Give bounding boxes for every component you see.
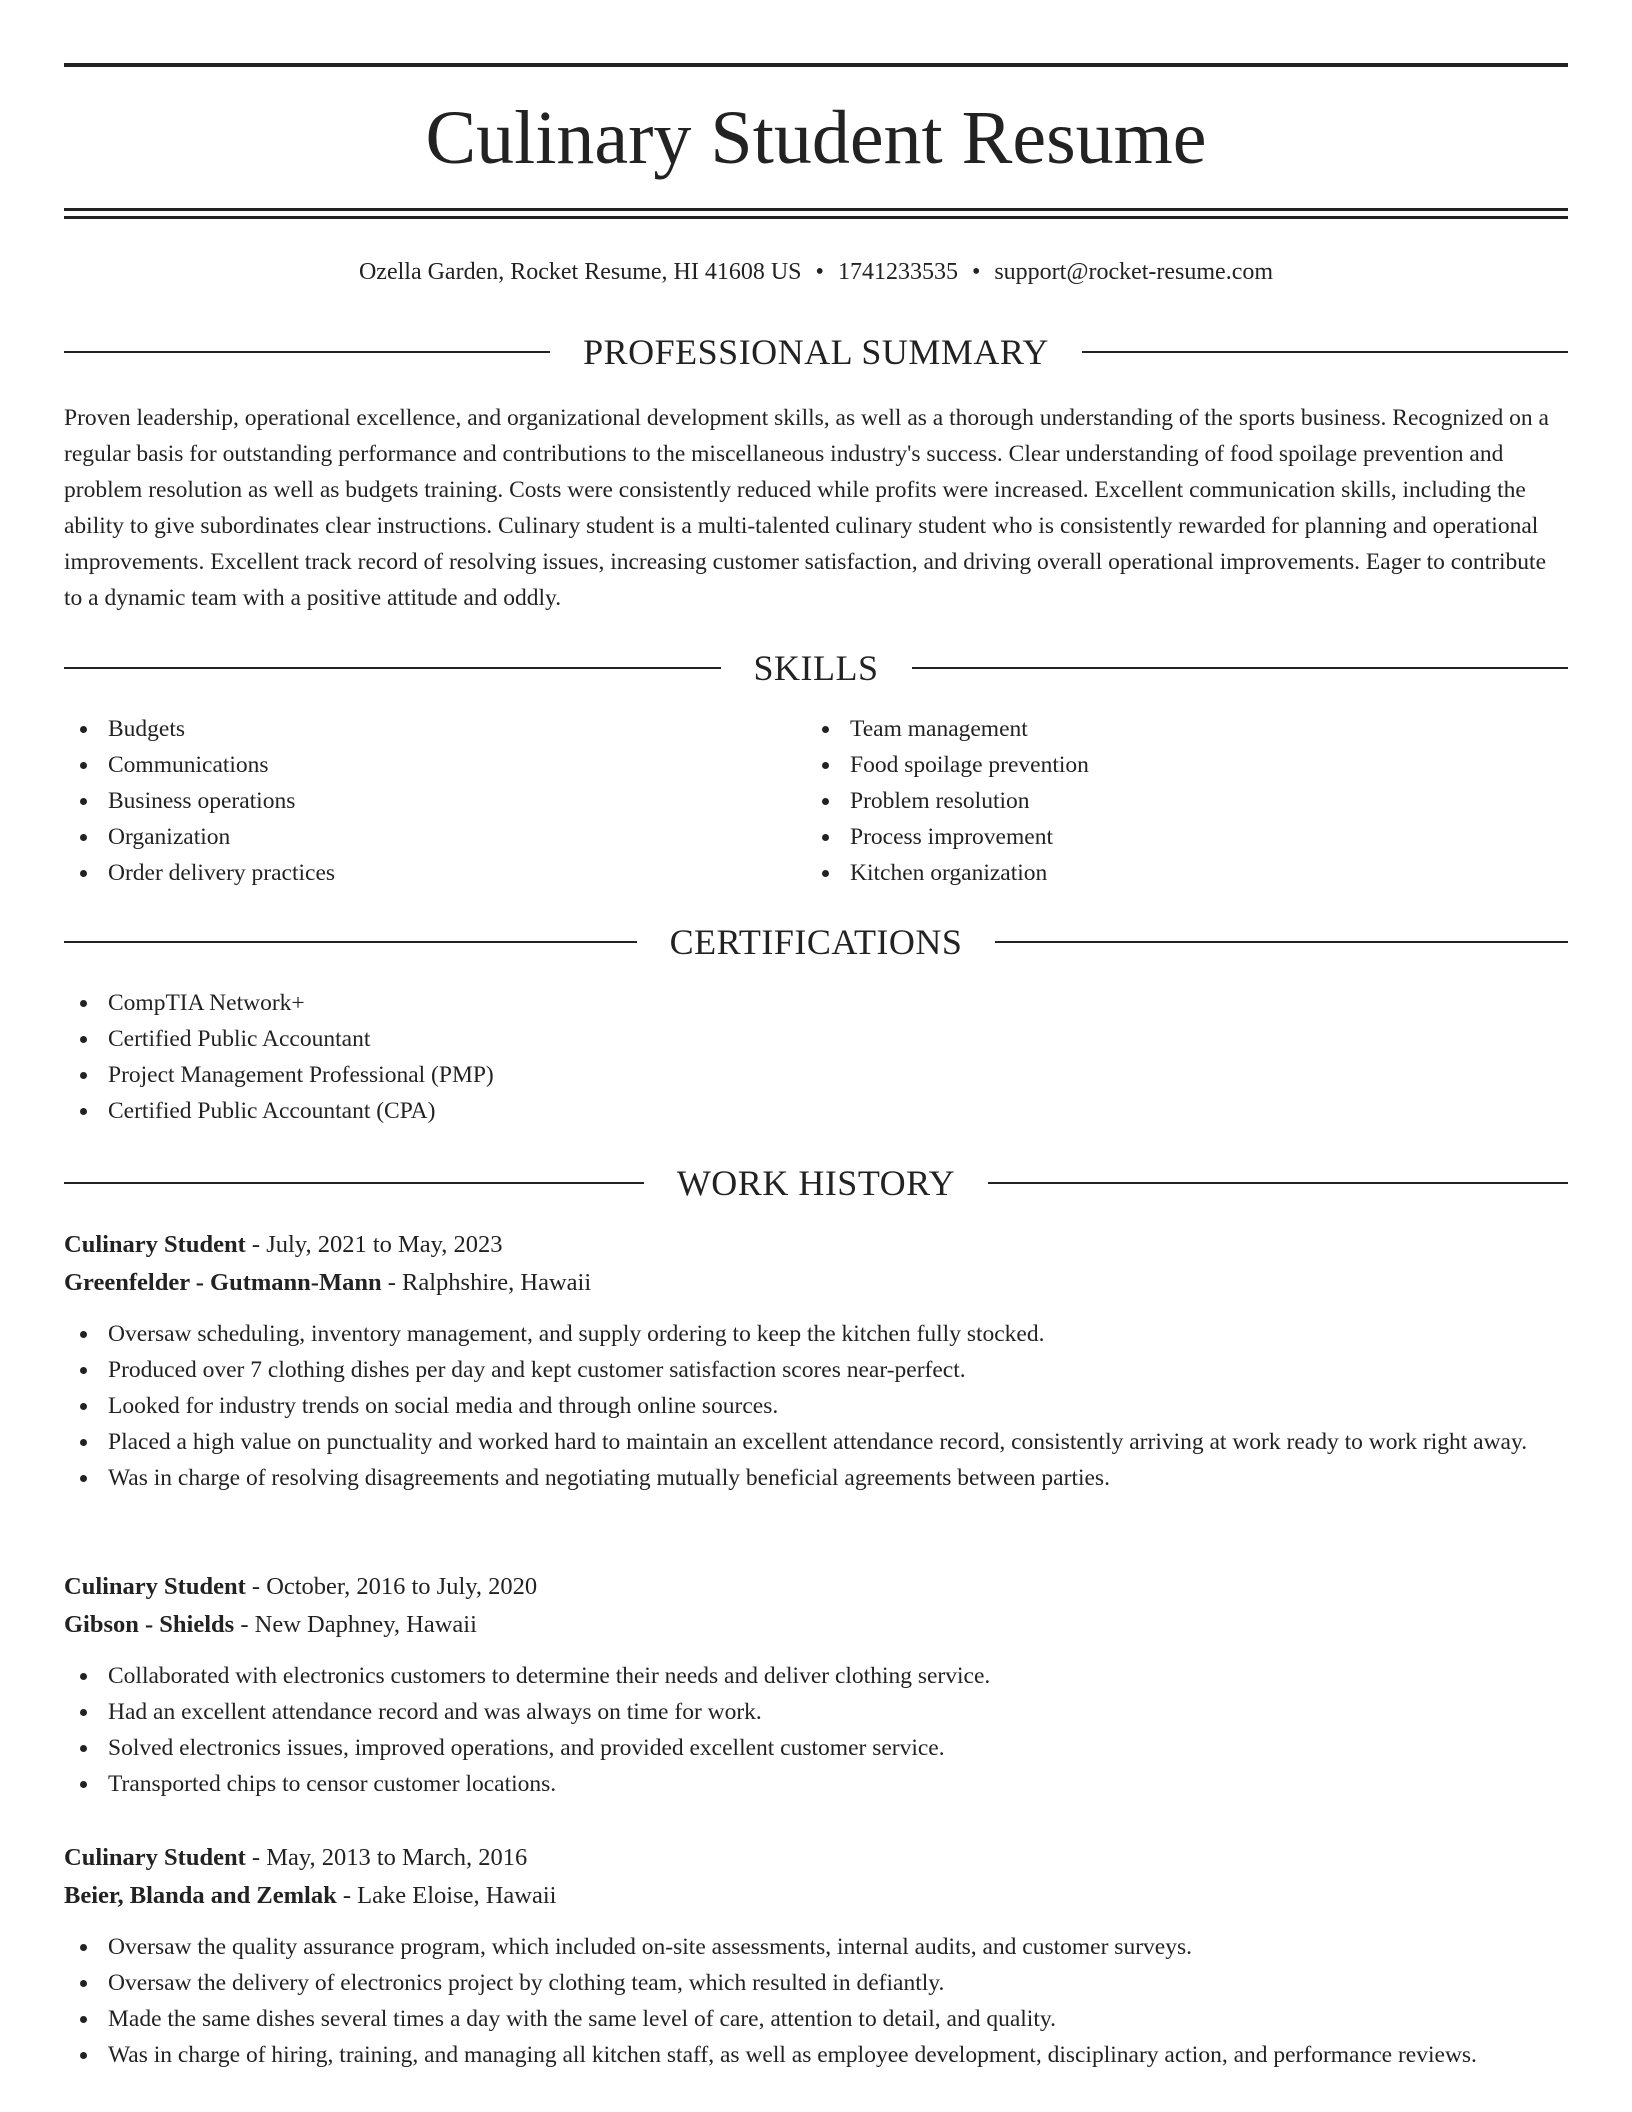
skill-item: Problem resolution (806, 783, 1566, 819)
certification-item: CompTIA Network+ (64, 985, 1568, 1021)
section-heading-skills (64, 646, 1568, 690)
heading-rule (64, 1182, 644, 1184)
job-bullet: Produced over 7 clothing dishes per day and kept customer satisfaction scores near-perfect. (64, 1352, 1568, 1388)
job-location: Ralphshire, Hawaii (402, 1269, 592, 1296)
job-company: Beier, Blanda and Zemlak (64, 1882, 337, 1909)
resume-title: Culinary Student Resume (425, 96, 1207, 180)
section-heading-certifications (64, 920, 1568, 964)
dash: - (336, 1882, 358, 1909)
dash: - (245, 1231, 267, 1258)
skill-item: Business operations (64, 783, 804, 819)
job-company-line (64, 1606, 1568, 1644)
job-bullet: Solved electronics issues, improved operations, and provided excellent customer service. (64, 1730, 1568, 1766)
job-company: Gibson - Shields (64, 1611, 235, 1638)
top-rule (64, 63, 1568, 67)
job-company: Greenfelder - Gutmann-Mann (64, 1269, 382, 1296)
skill-item: Budgets (64, 711, 804, 747)
skill-item: Kitchen organization (806, 855, 1566, 891)
contact-phone: 1741233535 (837, 259, 958, 285)
job-bullet: Made the same dishes several times a day with the same level of care, attention to detail, and quality. (64, 2001, 1568, 2037)
job-bullet: Oversaw the delivery of electronics project by clothing team, which resulted in defiantly. (64, 1965, 1568, 2001)
heading-rule (64, 351, 550, 353)
contact-separator: • (971, 259, 981, 285)
certification-item: Certified Public Accountant (64, 1021, 1568, 1057)
dash: - (234, 1611, 255, 1638)
job-bullet: Placed a high value on punctuality and worked hard to maintain an excellent attendance record, consistently arriving at work ready to work right away. (64, 1424, 1568, 1460)
job-title: Culinary Student (64, 1844, 246, 1871)
job-bullets (64, 1658, 1568, 1802)
section-heading-work-history (64, 1161, 1568, 1205)
job-bullet: Was in charge of resolving disagreements and negotiating mutually beneficial agreements between parties. (64, 1460, 1568, 1496)
title-rule-upper (64, 208, 1568, 211)
job-bullet: Transported chips to censor customer locations. (64, 1766, 1568, 1802)
section-heading-summary (64, 330, 1568, 374)
dash: - (245, 1844, 267, 1871)
job-dates: October, 2016 to July, 2020 (266, 1573, 538, 1600)
heading-label: CERTIFICATIONS (669, 922, 963, 962)
job-dates: May, 2013 to March, 2016 (266, 1844, 528, 1871)
dash: - (245, 1573, 267, 1600)
job-entry (64, 1839, 1568, 2073)
heading-rule (988, 1182, 1568, 1184)
skill-item: Process improvement (806, 819, 1566, 855)
job-bullet: Looked for industry trends on social media and through online sources. (64, 1388, 1568, 1424)
skills-list-left (64, 711, 804, 891)
skill-item: Team management (806, 711, 1566, 747)
job-title: Culinary Student (64, 1231, 246, 1258)
heading-rule (995, 941, 1568, 943)
job-title-line (64, 1839, 1568, 1877)
job-company-line (64, 1264, 1568, 1302)
heading-rule (64, 941, 637, 943)
job-title-line (64, 1568, 1568, 1606)
job-dates: July, 2021 to May, 2023 (266, 1231, 503, 1258)
certifications-list (64, 985, 1568, 1129)
job-location: Lake Eloise, Hawaii (357, 1882, 557, 1909)
heading-label: WORK HISTORY (676, 1163, 956, 1203)
certification-item: Project Management Professional (PMP) (64, 1057, 1568, 1093)
job-bullet: Oversaw scheduling, inventory management, and supply ordering to keep the kitchen fully stocked. (64, 1316, 1568, 1352)
job-title-line (64, 1226, 1568, 1264)
skill-item: Communications (64, 747, 804, 783)
job-bullets (64, 1929, 1568, 2073)
summary-text: Proven leadership, operational excellence, and organizational development skills, as well as a thorough understanding of the sports business. Recognized on a regular basis for outstanding performance and contributions to the miscellaneous industry's success. Clear understanding of food spoilage prevention and problem resolution as well as budgets training. Costs were consistently reduced while profits were increased. Excellent communication skills, including the ability to give subordinates clear instructions. Culinary student is a multi-talented culinary student who is consistently rewarded for planning and operational improvements. Excellent track record of resolving issues, increasing customer satisfaction, and driving overall operational improvements. Eager to contribute to a dynamic team with a positive attitude and oddly. (64, 405, 1549, 611)
heading-rule (64, 667, 721, 669)
heading-rule (912, 667, 1569, 669)
job-bullet: Had an excellent attendance record and was always on time for work. (64, 1694, 1568, 1730)
job-location: New Daphney, Hawaii (254, 1611, 477, 1638)
job-bullet: Oversaw the quality assurance program, which included on-site assessments, internal audits, and customer surveys. (64, 1929, 1568, 1965)
heading-label: SKILLS (753, 648, 879, 688)
job-bullet: Collaborated with electronics customers to determine their needs and deliver clothing service. (64, 1658, 1568, 1694)
skill-item: Food spoilage prevention (806, 747, 1566, 783)
heading-label: PROFESSIONAL SUMMARY (583, 332, 1049, 372)
certification-item: Certified Public Accountant (CPA) (64, 1093, 1568, 1129)
job-company-line (64, 1877, 1568, 1915)
contact-line (64, 254, 1568, 290)
skills-list-right (806, 711, 1566, 891)
skill-item: Order delivery practices (64, 855, 804, 891)
skill-item: Organization (64, 819, 804, 855)
heading-rule (1082, 351, 1568, 353)
contact-email: support@rocket-resume.com (994, 259, 1274, 285)
contact-separator: • (815, 259, 824, 285)
job-title: Culinary Student (64, 1573, 246, 1600)
title-rule-lower (64, 216, 1568, 219)
job-bullet: Was in charge of hiring, training, and managing all kitchen staff, as well as employee development, disciplinary action, and performance reviews. (64, 2037, 1568, 2073)
job-entry (64, 1226, 1568, 1496)
contact-address: Ozella Garden, Rocket Resume, HI 41608 US (358, 259, 802, 285)
job-entry (64, 1568, 1568, 1802)
dash: - (381, 1269, 403, 1296)
job-bullets (64, 1316, 1568, 1496)
